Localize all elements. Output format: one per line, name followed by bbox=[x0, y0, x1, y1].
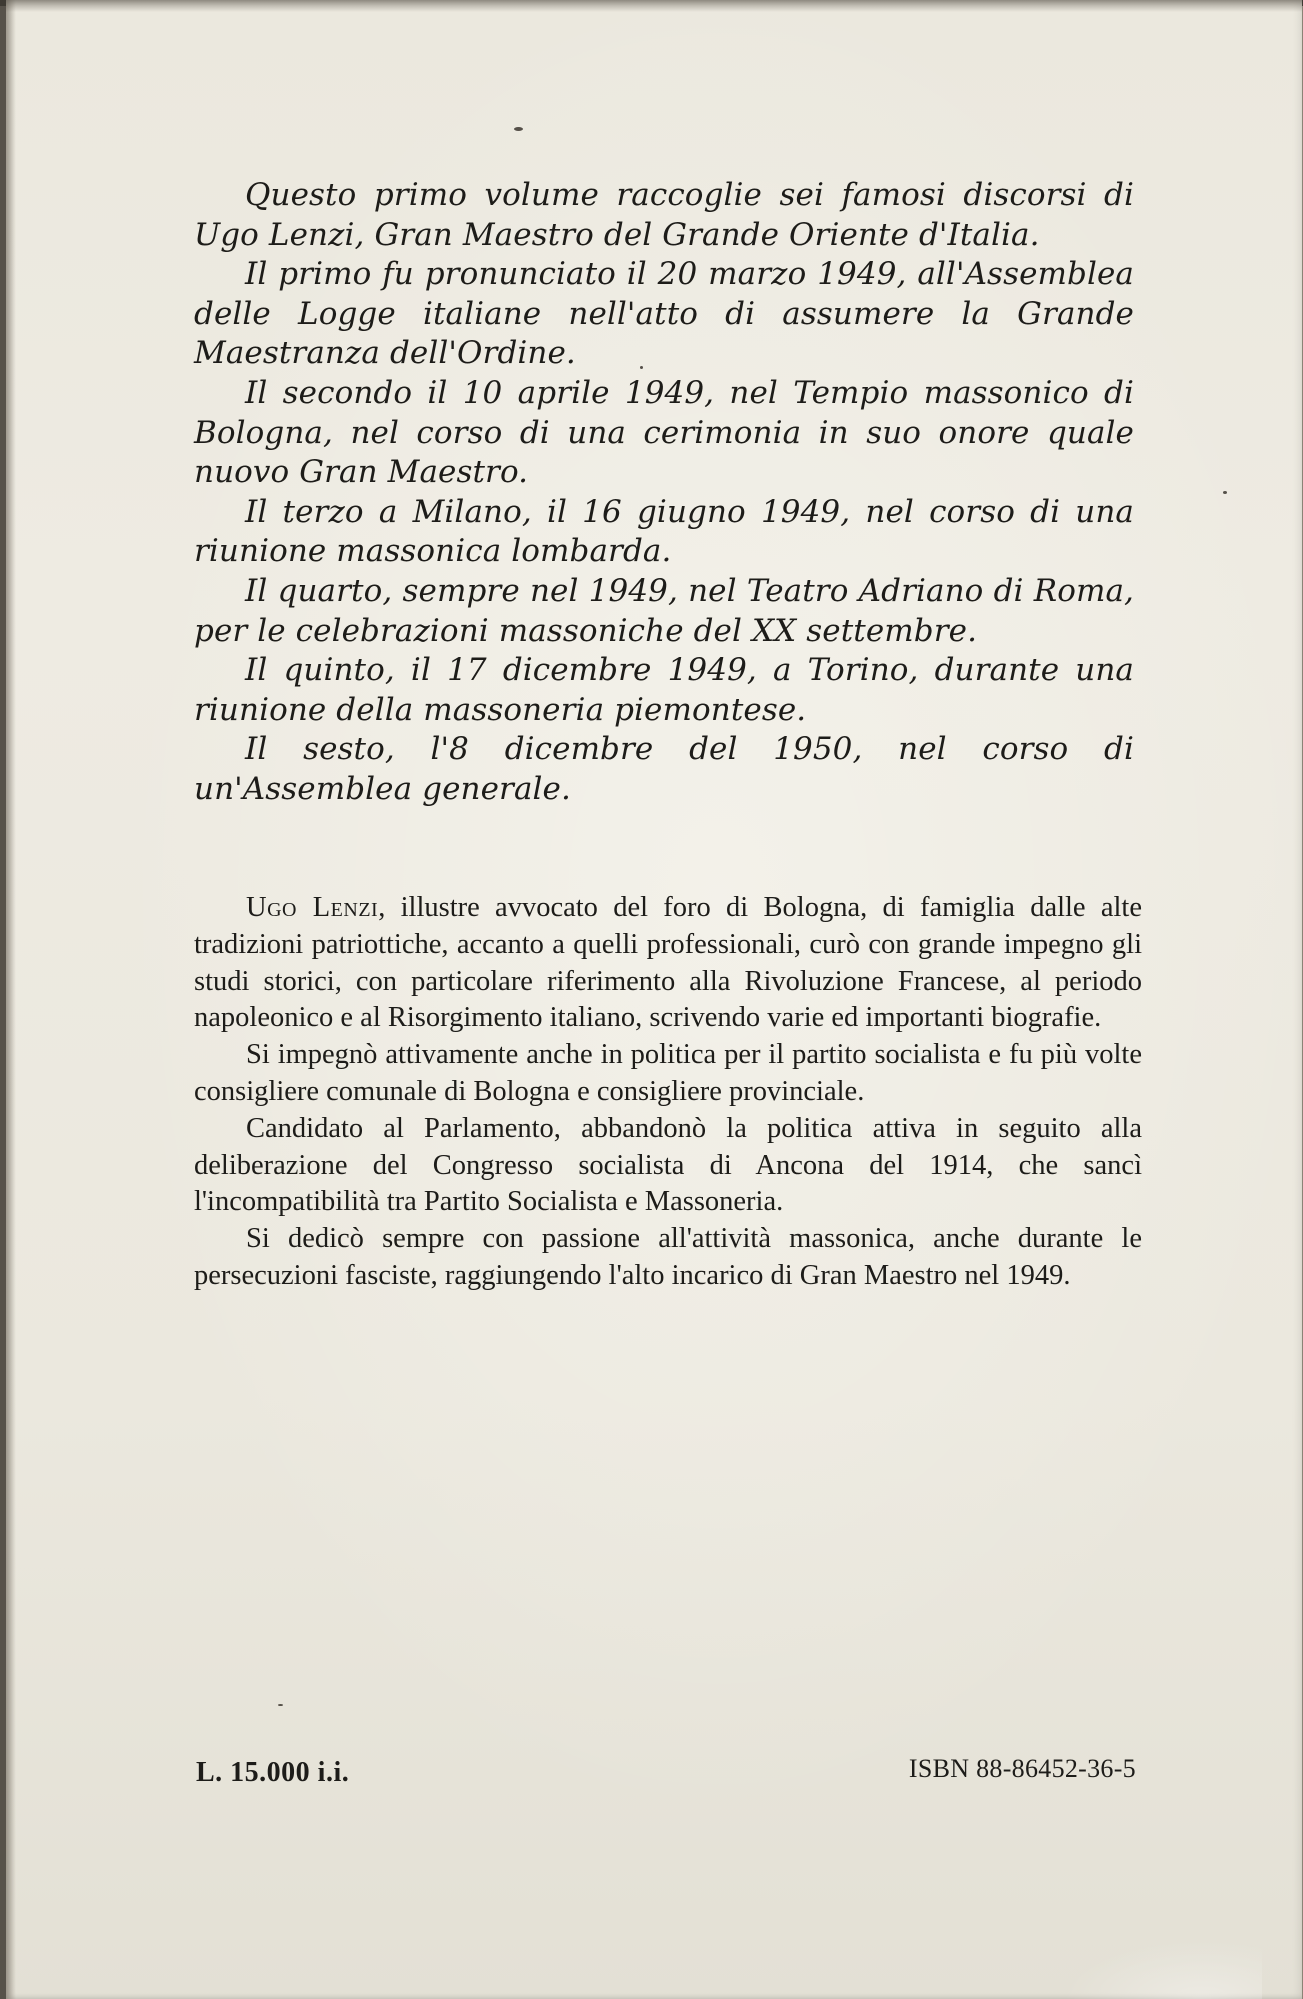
author-biography bbox=[194, 890, 1142, 1295]
isbn-label: ISBN 88-86452-36-5 bbox=[908, 1754, 1136, 1783]
bio-paragraph-2: Si impegnò attivamente anche in politica per il partito socialista e fu più volte consigliere comunale di Bologna e consigliere provinciale. bbox=[194, 1039, 1142, 1107]
cover-edge-wear bbox=[1062, 1939, 1262, 1999]
speech-sixth: Il sesto, l'8 dicembre del 1950, nel corso di un'Assemblea generale. bbox=[194, 731, 1134, 807]
bio-paragraph-4: Si dedicò sempre con passione all'attività massonica, anche durante le persecuzioni fasciste, raggiungendo l'alto incarico di Gran Maestro nel 1949. bbox=[194, 1223, 1142, 1291]
bio-paragraph-3: Candidato al Parlamento, abbandonò la politica attiva in seguito alla deliberazione del Congresso socialista di Ancona del 1914, che sancì l'incompatibilità tra Partito Socialista e Massoneria. bbox=[194, 1112, 1142, 1218]
speech-third: Il terzo a Milano, il 16 giugno 1949, nel corso di una riunione massonica lombarda. bbox=[194, 493, 1134, 570]
speeches-intro: Questo primo volume raccoglie sei famosi discorsi di Ugo Lenzi, Gran Maestro del Grande Oriente d'Italia. bbox=[194, 177, 1134, 253]
speech-second: Il secondo il 10 aprile 1949, nel Tempio massonico di Bologna, nel corso di una cerimonia in suo onore quale nuovo Gran Maestro. bbox=[194, 374, 1134, 491]
paper-speck bbox=[514, 127, 523, 131]
speeches-description bbox=[194, 176, 1134, 810]
speech-first: Il primo fu pronunciato il 20 marzo 1949, all'Assemblea delle Logge italiane nell'atto di assumere la Grande Maestranza dell'Ordine. bbox=[194, 256, 1134, 372]
speech-fourth: Il quarto, sempre nel 1949, nel Teatro Adriano di Roma, per le celebrazioni massoniche del XX settembre. bbox=[194, 572, 1134, 649]
paper-speck bbox=[278, 1704, 283, 1706]
paper-speck bbox=[1223, 491, 1227, 494]
price-label: L. 15.000 i.i. bbox=[196, 1757, 350, 1788]
bio-paragraph-1 bbox=[194, 890, 1142, 1037]
book-back-cover bbox=[6, 0, 1302, 1999]
speech-fifth: Il quinto, il 17 dicembre 1949, a Torino, durante una riunione della massoneria piemontese. bbox=[194, 652, 1134, 728]
paper-speck bbox=[640, 366, 643, 369]
bio-paragraph-1-text: , illustre avvocato del foro di Bologna, di famiglia dalle alte tradizioni patriottiche, accanto a quelli professionali, curò con grande impegno gli studi storici, con particolare riferimento alla Rivoluzione Francese, al periodo napoleonico e al Risorgimento italiano, scrivendo varie ed importanti biografie. bbox=[194, 892, 1142, 1034]
author-name: Ugo Lenzi bbox=[246, 892, 379, 923]
